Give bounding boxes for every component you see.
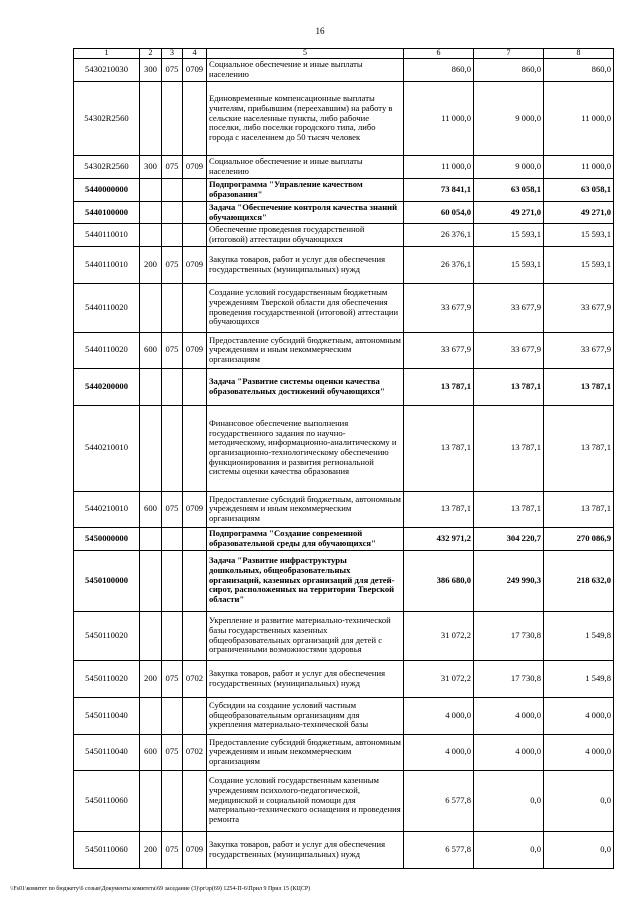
row-code: 5450110020 xyxy=(74,660,140,697)
row-description: Задача "Развитие инфраструктуры дошкольных, общеобразовательных организаций, казенных организаций для детей-сирот, расположенных на территории Тверской области" xyxy=(207,550,404,611)
value-year-2: 33 677,9 xyxy=(474,283,544,332)
department-code xyxy=(162,283,183,332)
column-header: 1 xyxy=(74,49,140,59)
row-code: 5450100000 xyxy=(74,550,140,611)
section-code xyxy=(183,283,207,332)
value-year-1: 31 072,2 xyxy=(404,611,474,660)
value-year-3: 33 677,9 xyxy=(544,283,614,332)
department-code: 075 xyxy=(162,831,183,868)
department-code xyxy=(162,527,183,550)
department-code xyxy=(162,697,183,734)
column-header: 5 xyxy=(207,49,404,59)
section-code: 0709 xyxy=(183,59,207,82)
expense-type-code xyxy=(140,770,162,831)
expense-type-code: 200 xyxy=(140,660,162,697)
expense-type-code xyxy=(140,82,162,156)
value-year-1: 33 677,9 xyxy=(404,283,474,332)
value-year-1: 11 000,0 xyxy=(404,82,474,156)
page-number: 16 xyxy=(315,26,325,36)
department-code xyxy=(162,179,183,202)
table-row xyxy=(74,734,614,770)
department-code: 075 xyxy=(162,332,183,368)
value-year-1: 4 000,0 xyxy=(404,734,474,770)
table-row xyxy=(74,405,614,491)
value-year-1: 13 787,1 xyxy=(404,491,474,527)
table-row xyxy=(74,368,614,405)
value-year-3: 13 787,1 xyxy=(544,491,614,527)
column-header: 8 xyxy=(544,49,614,59)
value-year-1: 26 376,1 xyxy=(404,246,474,283)
value-year-2: 33 677,9 xyxy=(474,332,544,368)
value-year-3: 49 271,0 xyxy=(544,202,614,224)
row-code: 5440110010 xyxy=(74,246,140,283)
row-code: 5450110060 xyxy=(74,770,140,831)
file-path-footer: \\Fs01\комитет по бюджету\6 созыв\Документы комитета\69 заседание (3)\pr\зр(69) 1254-П-6\Прил 9 Прил 15 (КЦСР) xyxy=(10,886,311,892)
table-row xyxy=(74,179,614,202)
row-description: Закупка товаров, работ и услуг для обеспечения государственных (муниципальных) нужд xyxy=(207,831,404,868)
expense-type-code: 600 xyxy=(140,734,162,770)
value-year-1: 60 054,0 xyxy=(404,202,474,224)
row-description: Подпрограмма "Создание современной образовательной среды для обучающихся" xyxy=(207,527,404,550)
value-year-3: 13 787,1 xyxy=(544,405,614,491)
section-code: 0709 xyxy=(183,831,207,868)
value-year-3: 63 058,1 xyxy=(544,179,614,202)
column-header: 6 xyxy=(404,49,474,59)
row-description: Предоставление субсидий бюджетным, автономным учреждениям и иным некоммерческим организациям xyxy=(207,332,404,368)
value-year-3: 218 632,0 xyxy=(544,550,614,611)
value-year-1: 33 677,9 xyxy=(404,332,474,368)
department-code: 075 xyxy=(162,246,183,283)
value-year-1: 6 577,8 xyxy=(404,831,474,868)
row-code: 5450110040 xyxy=(74,734,140,770)
table-row xyxy=(74,770,614,831)
value-year-2: 249 990,3 xyxy=(474,550,544,611)
table-row xyxy=(74,224,614,246)
expense-type-code xyxy=(140,527,162,550)
budget-table xyxy=(73,48,614,869)
value-year-1: 73 841,1 xyxy=(404,179,474,202)
value-year-1: 432 971,2 xyxy=(404,527,474,550)
value-year-2: 13 787,1 xyxy=(474,405,544,491)
section-code xyxy=(183,527,207,550)
table-row xyxy=(74,527,614,550)
department-code xyxy=(162,405,183,491)
section-code: 0709 xyxy=(183,156,207,179)
row-description: Укрепление и развитие материально-технической базы государственных казенных общеобразовательных организаций для детей с ограниченными возможностями здоровья xyxy=(207,611,404,660)
row-code: 5450110060 xyxy=(74,831,140,868)
value-year-2: 0,0 xyxy=(474,770,544,831)
section-code: 0709 xyxy=(183,491,207,527)
table-row xyxy=(74,332,614,368)
section-code xyxy=(183,179,207,202)
value-year-1: 6 577,8 xyxy=(404,770,474,831)
value-year-3: 0,0 xyxy=(544,770,614,831)
value-year-3: 11 000,0 xyxy=(544,82,614,156)
value-year-2: 15 593,1 xyxy=(474,224,544,246)
value-year-3: 15 593,1 xyxy=(544,246,614,283)
value-year-3: 4 000,0 xyxy=(544,697,614,734)
section-code: 0702 xyxy=(183,660,207,697)
department-code xyxy=(162,368,183,405)
row-code: 5450110020 xyxy=(74,611,140,660)
section-code: 0709 xyxy=(183,332,207,368)
expense-type-code xyxy=(140,202,162,224)
row-description: Единовременные компенсационные выплаты учителям, прибывшим (переехавшим) на работу в сельские населенные пункты, либо рабочие поселки, либо поселки городского типа, либо города с населением до 50 тысяч человек xyxy=(207,82,404,156)
expense-type-code: 300 xyxy=(140,156,162,179)
value-year-3: 1 549,8 xyxy=(544,611,614,660)
row-code: 5450110040 xyxy=(74,697,140,734)
column-header: 4 xyxy=(183,49,207,59)
row-code: 5440210010 xyxy=(74,491,140,527)
row-description: Подпрограмма "Управление качеством образования" xyxy=(207,179,404,202)
department-code: 075 xyxy=(162,734,183,770)
section-code xyxy=(183,202,207,224)
value-year-2: 13 787,1 xyxy=(474,368,544,405)
expense-type-code: 200 xyxy=(140,831,162,868)
row-description: Субсидии на создание условий частным общеобразовательным организациям для укрепления материально-технической базы xyxy=(207,697,404,734)
expense-type-code xyxy=(140,283,162,332)
value-year-2: 860,0 xyxy=(474,59,544,82)
expense-type-code: 600 xyxy=(140,491,162,527)
row-description: Социальное обеспечение и иные выплаты населению xyxy=(207,156,404,179)
value-year-1: 13 787,1 xyxy=(404,405,474,491)
value-year-3: 11 000,0 xyxy=(544,156,614,179)
table-row xyxy=(74,59,614,82)
row-code: 5440110020 xyxy=(74,332,140,368)
section-code xyxy=(183,770,207,831)
section-code xyxy=(183,368,207,405)
value-year-2: 17 730,8 xyxy=(474,660,544,697)
row-code: 5440110020 xyxy=(74,283,140,332)
value-year-1: 31 072,2 xyxy=(404,660,474,697)
section-code: 0702 xyxy=(183,734,207,770)
department-code xyxy=(162,202,183,224)
expense-type-code xyxy=(140,179,162,202)
row-code: 54302R2560 xyxy=(74,82,140,156)
table-header-row xyxy=(74,49,614,59)
value-year-1: 860,0 xyxy=(404,59,474,82)
row-code: 5440200000 xyxy=(74,368,140,405)
row-description: Предоставление субсидий бюджетным, автономным учреждениям и иным некоммерческим организациям xyxy=(207,734,404,770)
value-year-2: 9 000,0 xyxy=(474,156,544,179)
expense-type-code xyxy=(140,224,162,246)
table-row xyxy=(74,611,614,660)
value-year-1: 4 000,0 xyxy=(404,697,474,734)
value-year-2: 13 787,1 xyxy=(474,491,544,527)
section-code xyxy=(183,405,207,491)
row-code: 5450000000 xyxy=(74,527,140,550)
table-row xyxy=(74,82,614,156)
expense-type-code xyxy=(140,611,162,660)
value-year-2: 0,0 xyxy=(474,831,544,868)
department-code xyxy=(162,550,183,611)
row-code: 5430210030 xyxy=(74,59,140,82)
row-description: Социальное обеспечение и иные выплаты населению xyxy=(207,59,404,82)
value-year-3: 4 000,0 xyxy=(544,734,614,770)
expense-type-code: 200 xyxy=(140,246,162,283)
table-row xyxy=(74,202,614,224)
value-year-3: 33 677,9 xyxy=(544,332,614,368)
table-row xyxy=(74,697,614,734)
value-year-3: 13 787,1 xyxy=(544,368,614,405)
department-code: 075 xyxy=(162,660,183,697)
column-header: 3 xyxy=(162,49,183,59)
row-description: Создание условий государственным бюджетным учреждениям Тверской области для обеспечения проведения государственной (итоговой) аттестации обучающихся xyxy=(207,283,404,332)
table-row xyxy=(74,283,614,332)
row-description: Задача "Обеспечение контроля качества знаний обучающихся" xyxy=(207,202,404,224)
department-code xyxy=(162,224,183,246)
column-header: 2 xyxy=(140,49,162,59)
column-header: 7 xyxy=(474,49,544,59)
row-code: 5440110010 xyxy=(74,224,140,246)
row-code: 5440210010 xyxy=(74,405,140,491)
value-year-2: 9 000,0 xyxy=(474,82,544,156)
row-code: 54302R2560 xyxy=(74,156,140,179)
value-year-1: 26 376,1 xyxy=(404,224,474,246)
row-description: Закупка товаров, работ и услуг для обеспечения государственных (муниципальных) нужд xyxy=(207,246,404,283)
row-description: Создание условий государственным казенным учреждениям психолого-педагогической, медицинской и социальной помощи для материально-технического оснащения и проведения ремонта xyxy=(207,770,404,831)
section-code xyxy=(183,611,207,660)
value-year-2: 4 000,0 xyxy=(474,734,544,770)
section-code xyxy=(183,82,207,156)
value-year-2: 63 058,1 xyxy=(474,179,544,202)
row-description: Задача "Развитие системы оценки качества образовательных достижений обучающихся" xyxy=(207,368,404,405)
value-year-3: 15 593,1 xyxy=(544,224,614,246)
row-description: Финансовое обеспечение выполнения государственного задания по научно-методическому, информационно-аналитическому и организационно-технологическому обеспечению функционирования и развития региональной системы оценки качества образования xyxy=(207,405,404,491)
section-code xyxy=(183,224,207,246)
section-code xyxy=(183,697,207,734)
section-code xyxy=(183,550,207,611)
row-description: Обеспечение проведения государственной (итоговой) аттестации обучающихся xyxy=(207,224,404,246)
value-year-3: 270 086,9 xyxy=(544,527,614,550)
table-row xyxy=(74,660,614,697)
row-code: 5440000000 xyxy=(74,179,140,202)
value-year-3: 1 549,8 xyxy=(544,660,614,697)
department-code xyxy=(162,611,183,660)
value-year-2: 4 000,0 xyxy=(474,697,544,734)
value-year-1: 386 680,0 xyxy=(404,550,474,611)
value-year-2: 49 271,0 xyxy=(474,202,544,224)
department-code: 075 xyxy=(162,59,183,82)
expense-type-code: 600 xyxy=(140,332,162,368)
value-year-2: 17 730,8 xyxy=(474,611,544,660)
value-year-3: 860,0 xyxy=(544,59,614,82)
value-year-1: 11 000,0 xyxy=(404,156,474,179)
expense-type-code xyxy=(140,550,162,611)
expense-type-code xyxy=(140,405,162,491)
row-description: Предоставление субсидий бюджетным, автономным учреждениям и иным некоммерческим организациям xyxy=(207,491,404,527)
value-year-3: 0,0 xyxy=(544,831,614,868)
row-description: Закупка товаров, работ и услуг для обеспечения государственных (муниципальных) нужд xyxy=(207,660,404,697)
department-code: 075 xyxy=(162,156,183,179)
expense-type-code: 300 xyxy=(140,59,162,82)
value-year-2: 15 593,1 xyxy=(474,246,544,283)
value-year-2: 304 220,7 xyxy=(474,527,544,550)
department-code: 075 xyxy=(162,491,183,527)
table-row xyxy=(74,550,614,611)
value-year-1: 13 787,1 xyxy=(404,368,474,405)
table-row xyxy=(74,156,614,179)
expense-type-code xyxy=(140,697,162,734)
row-code: 5440100000 xyxy=(74,202,140,224)
department-code xyxy=(162,770,183,831)
table-body xyxy=(74,59,614,869)
department-code xyxy=(162,82,183,156)
table-row xyxy=(74,491,614,527)
section-code: 0709 xyxy=(183,246,207,283)
table-row xyxy=(74,246,614,283)
table-row xyxy=(74,831,614,868)
expense-type-code xyxy=(140,368,162,405)
